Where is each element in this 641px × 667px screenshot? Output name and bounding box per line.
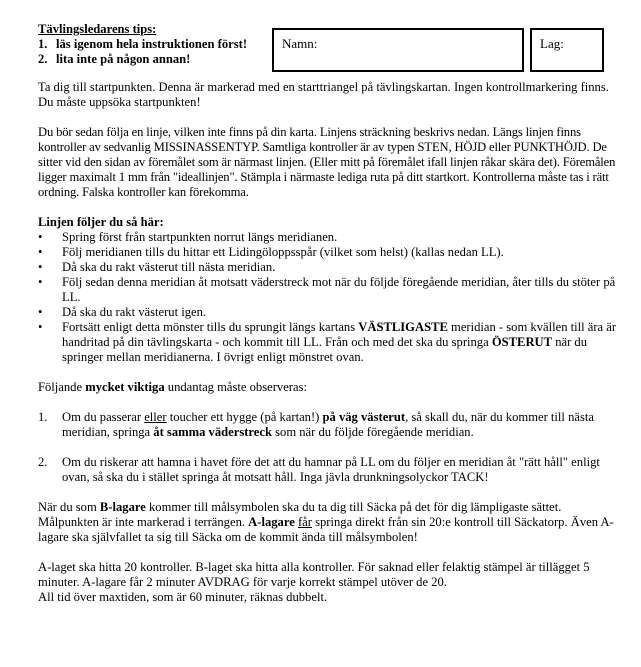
line-description-paragraph: Du bör sedan följa en linje, vilken inte finns på din karta. Linjens sträckning beskrivs nedan. Längs linjen finns kontroller av sedvanlig MISSINASSENTYP. Samtliga kontroller är av typen STEN, HÖJD eller PUNKTHÖJD. De sitter vid den sidan av föremålet som är närmast linjen. (Eller mitt på föremålet ifall linjen råkar skära det). Föremålen ligger maximalt 1 mm från "ideallinjen". Stämpla i närmaste lediga ruta på ditt startkort. Kontrollerna måste tas i rätt ordning. Falska kontroller kan förekomma. [38, 125, 616, 199]
spacer [38, 395, 618, 410]
route-list-item [38, 320, 618, 365]
bullet-icon: • [38, 320, 43, 334]
b-team-emphasis: A-lagare [248, 515, 295, 529]
route-item-text: Följ sedan denna meridian åt motsatt väderstreck mot när du följde föregående meridian, åter tills du stöter på LL. [62, 275, 616, 304]
route-item-text: Då ska du rakt västerut igen. [62, 305, 207, 319]
exception-text: , så skall du, när du kommer till nästa meridian, springa [62, 410, 594, 439]
exceptions-list [38, 455, 618, 485]
route-item-text-pre: Fortsätt enligt detta mönster tills du sprungit längs kartans [62, 320, 359, 334]
tips-title: Tävlingsledarens tips: [38, 22, 157, 36]
exception-text: som när du följde föregående meridian. [271, 425, 474, 439]
exception-item [38, 455, 618, 485]
exception-text: toucher ett hygge (på kartan!) [166, 410, 323, 424]
route-item-emphasis: ÖSTERUT [491, 335, 553, 349]
spacer [38, 545, 618, 560]
header-block [38, 22, 618, 70]
scoring-paragraph: A-laget ska hitta 20 kontroller. B-laget ska hitta alla kontroller. För saknad eller felaktig stämpel är tillägget 5 minuter. A-lagare får 2 minuter AVDRAG för varje korrekt stämpel utöver de 20. [38, 560, 590, 589]
exception-emphasis: på väg västerut [322, 410, 406, 424]
spacer [38, 365, 618, 380]
spacer [38, 200, 618, 215]
exception-text: Om du riskerar att hamna i havet före det att du hamnar på LL om du följer en meridian åt "rätt håll" enligt ovan, så ska du i stället springa åt motsatt håll. Inga jävla drunkningsolyckor TACK! [62, 455, 600, 484]
exceptions-intro [38, 380, 618, 395]
b-team-paragraph [38, 500, 618, 545]
b-team-text: kommer till målsymbolen ska du ta dig till Säcka på det för dig lämpligaste sättet. Målpunkten är inte markerad i terrängen. [38, 500, 562, 529]
b-team-emphasis: B-lagare [99, 500, 146, 514]
route-item-text-mid: meridian - som kvällen till ära är handritad på din tävlingskarta - och kommit till LL. Från och med det ska du springa [62, 320, 617, 349]
route-list-item [38, 245, 618, 260]
tips-item-text: läs igenom hela instruktionen först! [56, 37, 248, 51]
route-heading: Linjen följer du så här: [38, 215, 164, 229]
bullet-icon: • [38, 275, 43, 289]
tips-item-number: 1. [38, 37, 48, 51]
exceptions-intro-emphasis: mycket viktiga [85, 380, 165, 394]
name-field-label: Namn: [282, 36, 318, 51]
spacer [38, 440, 618, 455]
tips-item-number: 2. [38, 52, 48, 66]
route-item-text: Spring först från startpunkten norrut längs meridianen. [62, 230, 338, 244]
exceptions-intro-pre: Följande [38, 380, 86, 394]
tips-item-text: lita inte på någon annan! [56, 52, 191, 66]
route-item-text: Då ska du rakt västerut till nästa meridian. [62, 260, 276, 274]
bullet-icon: • [38, 260, 43, 274]
exception-number: 1. [38, 410, 48, 424]
spacer [38, 110, 618, 125]
b-team-text: När du som [38, 500, 100, 514]
route-item-emphasis: VÄSTLIGASTE [358, 320, 448, 334]
b-team-text: springa direkt från sin 20:e kontroll till Säckatorp. Även A-lagare ska självfallet ta sig till Säcka om de kommit ända till målsymbolen! [38, 515, 614, 544]
name-field[interactable] [272, 28, 524, 72]
route-item-text: Följ meridianen tills du hittar ett Lidingöloppsspår (vilket som helst) (kallas nedan LL). [62, 245, 504, 259]
exception-text: Om du passerar [62, 410, 145, 424]
exceptions-intro-post: undantag måste observeras: [164, 380, 307, 394]
bullet-icon: • [38, 230, 43, 244]
bullet-icon: • [38, 305, 43, 319]
b-team-underlined: får [297, 515, 312, 529]
route-list-item [38, 275, 618, 305]
route-list-item [38, 260, 618, 275]
exception-underlined: eller [144, 410, 167, 424]
spacer [38, 485, 618, 500]
team-field[interactable] [530, 28, 604, 72]
instruction-sheet [38, 22, 618, 605]
exception-number: 2. [38, 455, 48, 469]
scoring-note: All tid över maxtiden, som är 60 minuter, räknas dubbelt. [38, 590, 328, 604]
exception-item [38, 410, 618, 440]
exceptions-list [38, 410, 618, 440]
route-list [38, 230, 618, 365]
bullet-icon: • [38, 245, 43, 259]
route-list-item [38, 230, 618, 245]
intro-paragraph: Ta dig till startpunkten. Denna är markerad med en starttriangel på tävlingskartan. Ingen kontrollmarkering finns. Du måste uppsöka startpunkten! [38, 80, 609, 109]
exception-emphasis: åt samma väderstreck [153, 425, 272, 439]
route-item-text-post: när du springer mellan meridianerna. I övrigt enligt mönstret ovan. [62, 335, 588, 364]
team-field-label: Lag: [540, 36, 564, 51]
route-list-item [38, 305, 618, 320]
